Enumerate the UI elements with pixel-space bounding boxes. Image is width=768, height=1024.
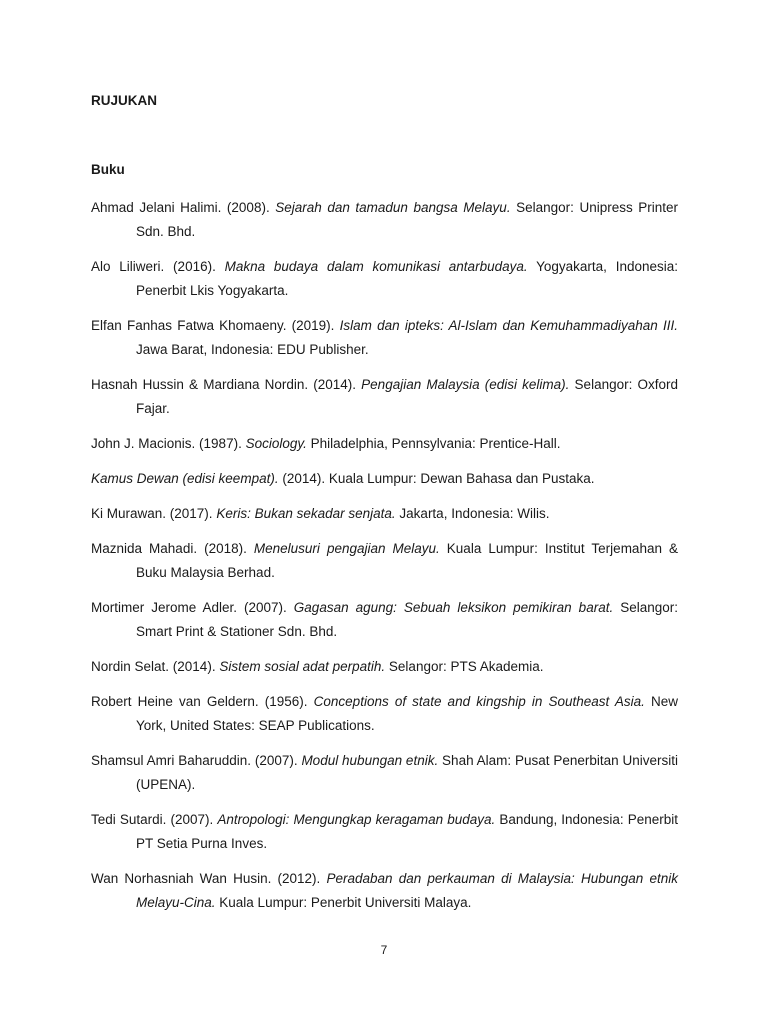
reference-publisher: Kuala Lumpur: Penerbit Universiti Malaya. — [215, 895, 472, 910]
reference-author: John J. Macionis. (1987). — [91, 436, 246, 451]
reference-item — [91, 808, 678, 856]
reference-title: Sociology. — [245, 436, 307, 451]
reference-title: Kamus Dewan (edisi keempat). — [91, 471, 279, 486]
reference-item — [91, 537, 678, 585]
reference-title: Menelusuri pengajian Melayu. — [253, 541, 440, 556]
reference-publisher: Philadelphia, Pennsylvania: Prentice-Hall. — [306, 436, 561, 451]
reference-title: Conceptions of state and kingship in Southeast Asia. — [313, 694, 645, 709]
reference-item — [91, 502, 678, 526]
reference-title: Modul hubungan etnik. — [301, 753, 439, 768]
reference-item — [91, 749, 678, 797]
reference-publisher: Yogyakarta, Indonesia: Penerbit Lkis Yogyakarta. — [136, 259, 679, 298]
page-number: 7 — [380, 943, 388, 957]
reference-item — [91, 373, 678, 421]
reference-item — [91, 196, 678, 244]
reference-author: Tedi Sutardi. (2007). — [91, 812, 218, 827]
reference-publisher: Jakarta, Indonesia: Wilis. — [395, 506, 550, 521]
reference-publisher: Shah Alam: Pusat Penerbitan Universiti (UPENA). — [136, 753, 679, 792]
reference-author: Maznida Mahadi. (2018). — [91, 541, 254, 556]
reference-title: Gagasan agung: Sebuah leksikon pemikiran barat. — [293, 600, 614, 615]
reference-item — [91, 655, 678, 679]
reference-author: Mortimer Jerome Adler. (2007). — [91, 600, 294, 615]
reference-title: Sejarah dan tamadun bangsa Melayu. — [275, 200, 511, 215]
page-title: RUJUKAN — [91, 93, 158, 108]
reference-title: Pengajian Malaysia (edisi kelima). — [361, 377, 570, 392]
reference-author: Nordin Selat. (2014). — [91, 659, 220, 674]
reference-title: Islam dan ipteks: Al-Islam dan Kemuhammadiyahan III. — [339, 318, 678, 333]
reference-author: Robert Heine van Geldern. (1956). — [91, 694, 314, 709]
reference-list — [91, 196, 678, 926]
reference-title: Peradaban dan perkauman di Malaysia: Hubungan etnik Melayu-Cina. — [136, 871, 678, 910]
reference-title: Sistem sosial adat perpatih. — [219, 659, 386, 674]
reference-item — [91, 690, 678, 738]
reference-publisher: New York, United States: SEAP Publications. — [136, 694, 678, 733]
reference-publisher: Kuala Lumpur: Institut Terjemahan & Buku Malaysia Berhad. — [136, 541, 678, 580]
reference-publisher: Selangor: PTS Akademia. — [385, 659, 544, 674]
reference-author: Hasnah Hussin & Mardiana Nordin. (2014). — [91, 377, 362, 392]
reference-author: Wan Norhasniah Wan Husin. (2012). — [91, 871, 327, 886]
reference-item — [91, 255, 678, 303]
reference-author: Ki Murawan. (2017). — [91, 506, 217, 521]
reference-publisher: (2014). Kuala Lumpur: Dewan Bahasa dan Pustaka. — [278, 471, 595, 486]
reference-title: Antropologi: Mengungkap keragaman budaya. — [217, 812, 496, 827]
reference-item — [91, 432, 678, 456]
reference-author: Shamsul Amri Baharuddin. (2007). — [91, 753, 302, 768]
reference-author: Ahmad Jelani Halimi. (2008). — [91, 200, 276, 215]
reference-author: Elfan Fanhas Fatwa Khomaeny. (2019). — [91, 318, 340, 333]
reference-item — [91, 467, 678, 491]
reference-item — [91, 596, 678, 644]
reference-publisher: Selangor: Smart Print & Stationer Sdn. Bhd. — [136, 600, 679, 639]
reference-publisher: Selangor: Oxford Fajar. — [136, 377, 678, 416]
reference-item — [91, 314, 678, 362]
reference-author: Alo Liliweri. (2016). — [91, 259, 225, 274]
reference-publisher: Jawa Barat, Indonesia: EDU Publisher. — [136, 342, 369, 357]
reference-title: Makna budaya dalam komunikasi antarbudaya. — [224, 259, 528, 274]
reference-publisher: Selangor: Unipress Printer Sdn. Bhd. — [136, 200, 679, 239]
reference-item — [91, 867, 678, 915]
section-heading: Buku — [91, 162, 125, 177]
reference-title: Keris: Bukan sekadar senjata. — [216, 506, 396, 521]
reference-publisher: Bandung, Indonesia: Penerbit PT Setia Purna Inves. — [136, 812, 678, 851]
